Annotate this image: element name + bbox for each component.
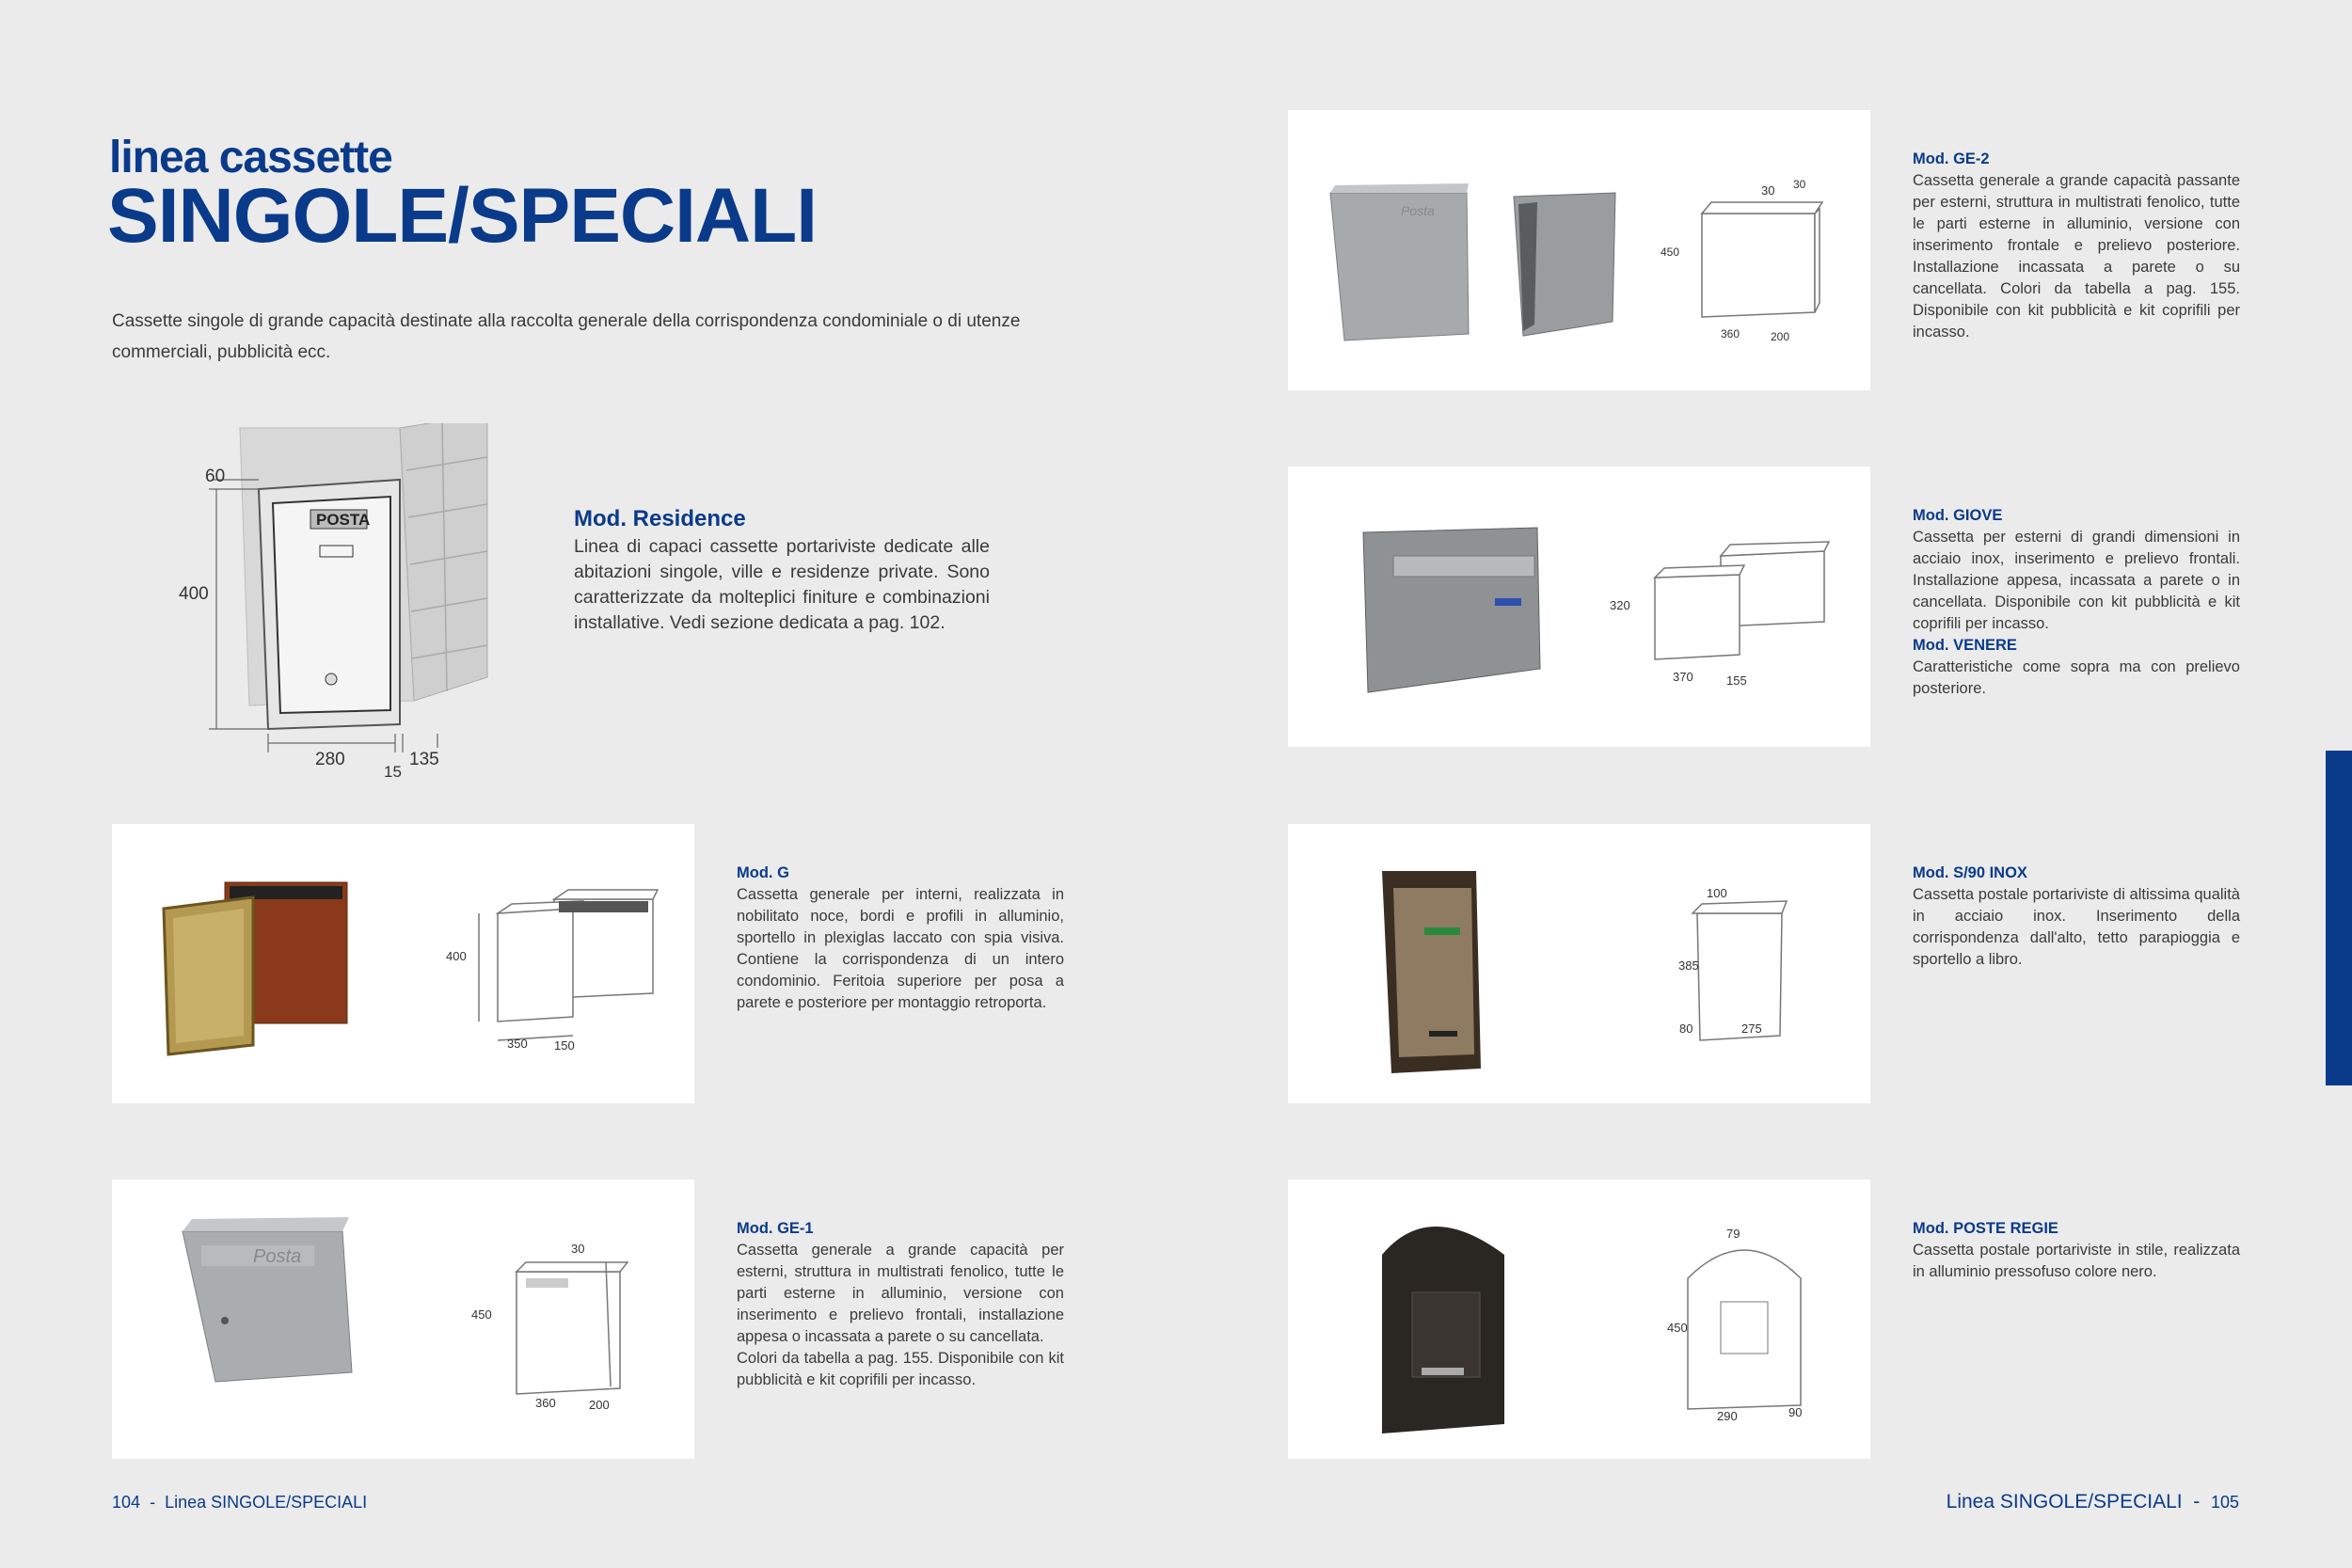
posteregie-crest xyxy=(1412,1292,1480,1377)
giove-slot xyxy=(1393,556,1534,577)
giove-dim-3: 155 xyxy=(1726,673,1747,688)
giove-label xyxy=(1495,598,1521,606)
desc-posteregie xyxy=(1913,1218,2240,1283)
posteregie-slot xyxy=(1422,1368,1464,1375)
ge2-top xyxy=(1330,183,1469,193)
ge1-top xyxy=(183,1217,349,1231)
ge2-dim-4: 360 xyxy=(1721,327,1740,341)
s90-window xyxy=(1424,927,1460,935)
g-dim-2: 350 xyxy=(507,1037,528,1051)
panel-posteregie xyxy=(1288,1180,1870,1459)
g-dim-1: 400 xyxy=(446,949,467,963)
lock-icon xyxy=(326,673,337,685)
posteregie-body: Cassetta postale portariviste in stile, realizzata in alluminio pressofuso colore nero. xyxy=(1913,1242,2240,1280)
panel-mod-g xyxy=(112,824,694,1103)
ge1-drawing-plate xyxy=(526,1278,568,1288)
desc-s90 xyxy=(1913,863,2240,971)
giove-dim-2: 370 xyxy=(1673,670,1693,684)
panel-s90 xyxy=(1288,824,1870,1103)
desc-mod-g xyxy=(737,863,1064,1014)
s90-dim-1: 100 xyxy=(1707,886,1727,900)
ge1-lock-icon xyxy=(221,1317,229,1324)
s90-dim-4: 275 xyxy=(1741,1022,1762,1036)
venere-title: Mod. VENERE xyxy=(1913,637,2017,654)
ge2-dim-1: 30 xyxy=(1761,183,1775,198)
footer-left-sep: - xyxy=(150,1493,156,1512)
ge2-posta: Posta xyxy=(1401,203,1435,218)
ge1-posta: Posta xyxy=(253,1246,302,1267)
residence-drawing xyxy=(160,423,517,781)
ge1-title: Mod. GE-1 xyxy=(737,1220,814,1237)
desc-giove xyxy=(1913,505,2240,700)
ge1-body-b: Colori da tabella a pag. 155. Disponibile con kit pubblicità e kit coprifili per incasso. xyxy=(737,1350,1064,1388)
panel-giove xyxy=(1288,467,1870,747)
dim-a: 15 xyxy=(384,763,402,781)
panel-ge2 xyxy=(1288,110,1870,390)
posteregie-dim-2: 450 xyxy=(1667,1321,1688,1335)
giove-box xyxy=(1363,528,1540,692)
s90-body: Cassetta postale portariviste di altissima qualità in acciaio inox. Inserimento della corrispondenza dall'alto, tetto parapioggia e sportello a libro. xyxy=(1913,886,2240,968)
footer-right-text: Linea SINGOLE/SPECIALI xyxy=(1946,1491,2183,1513)
mod-g-body: Cassetta generale per interni, realizzata in nobilitato noce, bordi e profili in alluminio, sportello in plexiglas laccato con spia visiva. Contiene la corrispondenza di un intero condominio. Feritoia superiore per posa a parete e posteriore per montaggio retroporta. xyxy=(737,886,1064,1011)
dim-b: 135 xyxy=(409,750,439,769)
g-drawing-slot xyxy=(559,901,648,912)
ge2-box xyxy=(1330,193,1469,341)
page-number-left: 104 xyxy=(112,1493,141,1512)
residence-body: Linea di capaci cassette portariviste dedicate alle abitazioni singole, ville e residenze private. Sono caratterizzate da molteplici finiture e combinazioni installative. Vedi sezione dedicata a pag. 102. xyxy=(574,536,990,633)
ge1-dim-4: 200 xyxy=(589,1398,610,1412)
ge1-dim-3: 360 xyxy=(535,1396,556,1410)
ge1-body: Cassetta generale a grande capacità per esterni, struttura in multistrati fenolico, tutte le parti esterne in alluminio, versione con inserimento e prelievo frontali, installazione appesa o incassata a parete o su cancellata. xyxy=(737,1242,1064,1345)
mod-g-title: Mod. G xyxy=(737,864,789,881)
page-title: SINGOLE/SPECIALI xyxy=(107,173,817,259)
footer-left xyxy=(112,1493,367,1513)
ge2-dim-2: 30 xyxy=(1793,178,1806,191)
footer-right xyxy=(1947,1491,2239,1513)
venere-body: Caratteristiche come sopra ma con prelievo posteriore. xyxy=(1913,658,2240,697)
dim-height: 400 xyxy=(179,584,209,604)
dim-top: 60 xyxy=(205,467,226,486)
intro-text: Cassette singole di grande capacità destinate alla raccolta generale della corrispondenza condominiale o di utenze commerciali, pubblicità ecc. xyxy=(112,311,1021,362)
g-door-panel xyxy=(173,909,244,1043)
giove-body: Cassetta per esterni di grandi dimensioni in acciaio inox, inserimento e prelievo frontali. Installazione appesa, incassata a parete o in cancellata. Disponibile con kit pubblicità e kit coprifili per incasso. xyxy=(1913,529,2240,632)
ge2-dim-3: 450 xyxy=(1661,245,1680,259)
residence-title: Mod. Residence xyxy=(574,506,746,531)
giove-dim-1: 320 xyxy=(1610,598,1630,612)
ge2-body: Cassetta generale a grande capacità passante per esterni, struttura in multistrati fenolico, tutte le parti esterne in alluminio, versione con inserimento frontale e prelievo posteriore. Installazione incassata a parete o su cancellata. Colori da tabella a pag. 155. Disponibile con kit pubblicità e kit coprifili per incasso. xyxy=(1913,172,2240,341)
posteregie-dim-4: 90 xyxy=(1788,1405,1803,1419)
posteregie-title: Mod. POSTE REGIE xyxy=(1913,1220,2058,1237)
posteregie-dim-3: 290 xyxy=(1717,1409,1738,1423)
panel-ge1 xyxy=(112,1180,694,1459)
dim-width: 280 xyxy=(315,750,345,769)
footer-left-text: Linea SINGOLE/SPECIALI xyxy=(165,1493,368,1512)
s90-title: Mod. S/90 INOX xyxy=(1913,864,2027,881)
footer-right-sep: - xyxy=(2193,1491,2201,1513)
s90-slot xyxy=(1429,1031,1457,1037)
s90-dim-2: 385 xyxy=(1678,958,1699,973)
s90-dim-3: 80 xyxy=(1679,1022,1693,1036)
posteregie-dim-1: 79 xyxy=(1726,1227,1740,1241)
desc-ge1 xyxy=(737,1218,1064,1391)
ge1-dim-2: 450 xyxy=(471,1307,492,1322)
title-small: linea cassette xyxy=(109,133,392,182)
ge1-dim-1: 30 xyxy=(571,1242,585,1256)
desc-ge2 xyxy=(1913,149,2240,343)
section-tab xyxy=(2326,751,2352,1085)
posta-label: POSTA xyxy=(316,511,371,529)
giove-title: Mod. GIOVE xyxy=(1913,507,2003,524)
page-number-right: 105 xyxy=(2210,1493,2239,1512)
ge2-title: Mod. GE-2 xyxy=(1913,150,1990,167)
g-dim-3: 150 xyxy=(554,1038,575,1053)
ge2-dim-5: 200 xyxy=(1771,330,1790,343)
